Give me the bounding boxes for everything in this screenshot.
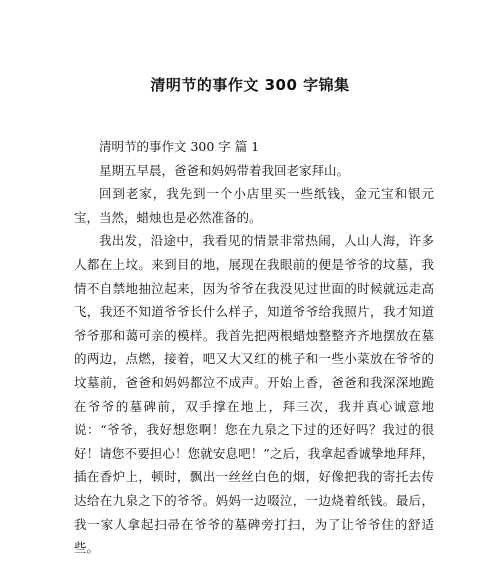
paragraph-2: 回到老家，我先到一个小店里买一些纸钱，金元宝和银元宝，当然，蜡烛也是必然准备的。 bbox=[74, 186, 434, 225]
essay-subheading: 清明节的事作文 300 字 篇 1 bbox=[99, 139, 260, 154]
paragraph-1: 星期五早晨，爸爸和妈妈带着我回老家拜山。 bbox=[99, 162, 350, 178]
document-title: 清明节的事作文 300 字锦集 bbox=[150, 76, 350, 94]
document-body bbox=[74, 135, 434, 560]
paragraph-3: 我出发，沿途中，我看见的情景非常热闹，人山人海，许多人都在上坟。来到目的地，展现在我眼前的便是爷爷的坟墓，我情不自禁地抽泣起来，因为爷爷在我没见过世面的时候就远走高飞，我还不知道爷爷长什么样子，知道爷爷给我照片，我才知道爷爷那和蔼可亲的模样。我首先把两根蜡烛整整齐齐地摆放在墓的两边，点燃，接着，吧又大又红的桃子和一些小菜放在爷爷的坟墓前，爸爸和妈妈都泣不成声。开始上香，爸爸和我深深地跪在爷爷的墓碑前，双手撑在地上，拜三次，我并真心诚意地说：“爷爷，我好想您啊！您在九泉之下过的还好吗？我过的很好！请您不要担心！您就安息吧！”之后，我拿起香诚挚地拜拜，插在香炉上，顿时，飘出一丝丝白色的烟，好像把我的寄托去传达给在九泉之下的爷爷。妈妈一边啜泣，一边烧着纸钱。最后，我一家人拿起扫帚在爷爷的墓碑旁打扫，为了让爷爷住的舒适些。 bbox=[74, 233, 434, 556]
